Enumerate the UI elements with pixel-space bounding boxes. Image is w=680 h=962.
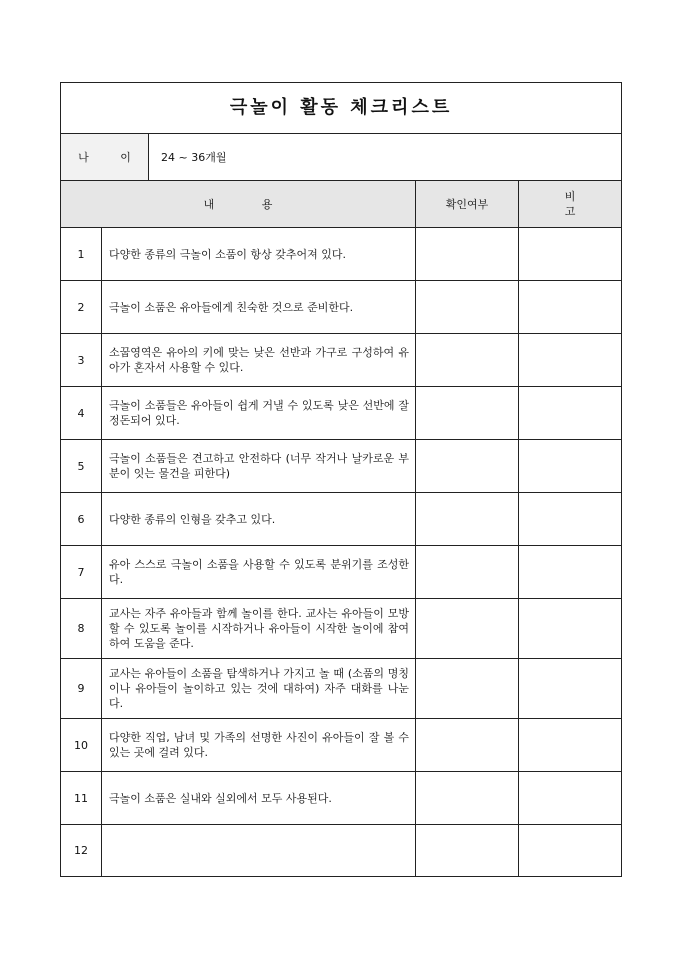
item-text: 교사는 유아들이 소품을 탐색하거나 가지고 놀 때 (소품의 명칭이나 유아들이 놀이하고 있는 것에 대하여) 자주 대화를 나눈다. xyxy=(102,659,416,719)
age-row xyxy=(61,134,622,181)
table-row xyxy=(61,334,622,387)
check-cell[interactable] xyxy=(416,228,519,281)
item-number: 2 xyxy=(61,281,102,334)
check-cell[interactable] xyxy=(416,772,519,825)
table-row xyxy=(61,493,622,546)
check-cell[interactable] xyxy=(416,599,519,659)
header-row xyxy=(61,181,622,228)
item-text: 다양한 종류의 극놀이 소품이 항상 갖추어져 있다. xyxy=(102,228,416,281)
item-text: 극놀이 소품들은 견고하고 안전하다 (너무 작거나 날카로운 부분이 잇는 물건을 피한다) xyxy=(102,440,416,493)
header-content: 내 용 xyxy=(61,181,416,228)
table-row xyxy=(61,719,622,772)
item-number: 4 xyxy=(61,387,102,440)
check-cell[interactable] xyxy=(416,440,519,493)
table-row xyxy=(61,387,622,440)
item-number: 11 xyxy=(61,772,102,825)
item-number: 12 xyxy=(61,825,102,877)
check-cell[interactable] xyxy=(416,281,519,334)
note-cell[interactable] xyxy=(519,334,622,387)
note-cell[interactable] xyxy=(519,659,622,719)
item-number: 1 xyxy=(61,228,102,281)
table-row xyxy=(61,825,622,877)
note-cell[interactable] xyxy=(519,281,622,334)
item-number: 3 xyxy=(61,334,102,387)
table-row xyxy=(61,546,622,599)
note-cell[interactable] xyxy=(519,440,622,493)
check-cell[interactable] xyxy=(416,659,519,719)
item-number: 7 xyxy=(61,546,102,599)
age-value: 24 ~ 36개월 xyxy=(149,134,622,181)
check-cell[interactable] xyxy=(416,334,519,387)
title-row xyxy=(61,83,622,134)
table-row xyxy=(61,228,622,281)
table-row xyxy=(61,599,622,659)
item-number: 10 xyxy=(61,719,102,772)
item-text[interactable] xyxy=(102,825,416,877)
note-cell[interactable] xyxy=(519,599,622,659)
note-cell[interactable] xyxy=(519,228,622,281)
checklist-table xyxy=(60,82,622,877)
check-cell[interactable] xyxy=(416,387,519,440)
item-text: 다양한 직업, 남녀 및 가족의 선명한 사진이 유아들이 잘 볼 수 있는 곳에 걸려 있다. xyxy=(102,719,416,772)
title-cell xyxy=(61,83,622,134)
item-text: 유아 스스로 극놀이 소품을 사용할 수 있도록 분위기를 조성한다. xyxy=(102,546,416,599)
table-row xyxy=(61,281,622,334)
item-text: 교사는 자주 유아들과 함께 놀이를 한다. 교사는 유아들이 모방할 수 있도록 놀이를 시작하거나 유아들이 시작한 놀이에 참여하여 도움을 준다. xyxy=(102,599,416,659)
note-cell[interactable] xyxy=(519,825,622,877)
note-cell[interactable] xyxy=(519,493,622,546)
note-cell[interactable] xyxy=(519,719,622,772)
page-title: 극놀이 활동 체크리스트 xyxy=(229,96,453,118)
check-cell[interactable] xyxy=(416,825,519,877)
item-number: 6 xyxy=(61,493,102,546)
age-label: 나 이 xyxy=(61,134,149,181)
item-text: 극놀이 소품은 실내와 실외에서 모두 사용된다. xyxy=(102,772,416,825)
note-cell[interactable] xyxy=(519,772,622,825)
table-row xyxy=(61,659,622,719)
table-row xyxy=(61,772,622,825)
item-number: 9 xyxy=(61,659,102,719)
item-text: 소꿉영역은 유아의 키에 맞는 낮은 선반과 가구로 구성하여 유아가 혼자서 사용할 수 있다. xyxy=(102,334,416,387)
item-number: 5 xyxy=(61,440,102,493)
check-cell[interactable] xyxy=(416,719,519,772)
item-text: 극놀이 소품들은 유아들이 쉽게 거낼 수 있도록 낮은 선반에 잘 정돈되어 있다. xyxy=(102,387,416,440)
item-text: 다양한 종류의 인형을 갖추고 있다. xyxy=(102,493,416,546)
item-number: 8 xyxy=(61,599,102,659)
note-cell[interactable] xyxy=(519,546,622,599)
table-row xyxy=(61,440,622,493)
item-text: 극놀이 소품은 유아들에게 친숙한 것으로 준비한다. xyxy=(102,281,416,334)
header-check: 확인여부 xyxy=(416,181,519,228)
check-cell[interactable] xyxy=(416,546,519,599)
note-cell[interactable] xyxy=(519,387,622,440)
header-note: 비 고 xyxy=(519,181,622,228)
check-cell[interactable] xyxy=(416,493,519,546)
